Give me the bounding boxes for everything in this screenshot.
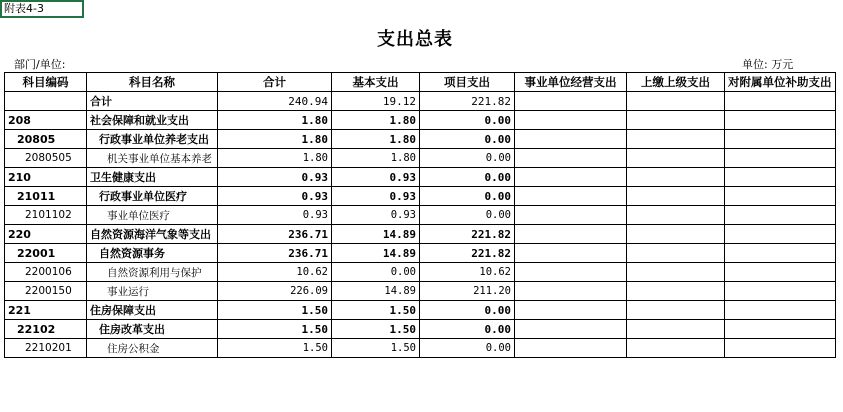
table-row [5,92,836,111]
row-project-cell[interactable]: 0.00 [420,320,515,339]
row-total-cell[interactable]: 0.93 [218,206,332,225]
row-name-cell[interactable]: 事业运行 [87,282,218,301]
row-project-cell[interactable]: 211.20 [420,282,515,301]
row-name-cell[interactable]: 卫生健康支出 [87,168,218,187]
row-operating-cell[interactable] [515,206,627,225]
row-project-cell[interactable]: 0.00 [420,168,515,187]
table-row [5,301,836,320]
row-total-cell[interactable]: 1.80 [218,111,332,130]
row-remit-cell[interactable] [627,339,725,358]
table-row [5,282,836,301]
header-basic[interactable]: 基本支出 [332,73,420,92]
row-total-cell[interactable]: 10.62 [218,263,332,282]
row-project-cell[interactable]: 0.00 [420,301,515,320]
table-row [5,339,836,358]
row-name-cell[interactable]: 住房公积金 [87,339,218,358]
row-total-cell[interactable]: 1.80 [218,149,332,168]
row-remit-cell[interactable] [627,92,725,111]
row-name-cell[interactable]: 自然资源事务 [87,244,218,263]
row-project-cell[interactable]: 0.00 [420,187,515,206]
row-code-cell[interactable]: 21011 [5,187,87,206]
row-code-cell[interactable]: 220 [5,225,87,244]
row-subsidy-cell[interactable] [725,339,836,358]
row-subsidy-cell[interactable] [725,244,836,263]
row-code-cell[interactable]: 208 [5,111,87,130]
row-remit-cell[interactable] [627,320,725,339]
row-basic-cell[interactable]: 0.93 [332,168,420,187]
table-row [5,187,836,206]
department-label: 部门/单位: [14,58,66,71]
row-remit-cell[interactable] [627,244,725,263]
row-operating-cell[interactable] [515,225,627,244]
row-operating-cell[interactable] [515,111,627,130]
row-basic-cell[interactable]: 19.12 [332,92,420,111]
header-total[interactable]: 合计 [218,73,332,92]
row-code-cell[interactable]: 20805 [5,130,87,149]
row-code-cell[interactable]: 22001 [5,244,87,263]
header-remit-upper[interactable]: 上缴上级支出 [627,73,725,92]
row-name-cell[interactable]: 自然资源利用与保护 [87,263,218,282]
row-total-cell[interactable]: 1.50 [218,339,332,358]
row-name-cell[interactable]: 行政事业单位养老支出 [87,130,218,149]
row-basic-cell[interactable]: 1.50 [332,339,420,358]
row-basic-cell[interactable]: 0.93 [332,187,420,206]
row-operating-cell[interactable] [515,282,627,301]
header-operating[interactable]: 事业单位经营支出 [515,73,627,92]
row-remit-cell[interactable] [627,130,725,149]
table-row [5,168,836,187]
row-remit-cell[interactable] [627,225,725,244]
row-basic-cell[interactable]: 1.50 [332,301,420,320]
row-remit-cell[interactable] [627,187,725,206]
header-project[interactable]: 项目支出 [420,73,515,92]
row-operating-cell[interactable] [515,149,627,168]
header-row [5,73,836,92]
row-total-cell[interactable]: 240.94 [218,92,332,111]
row-code-cell[interactable]: 2200150 [5,282,87,301]
row-subsidy-cell[interactable] [725,130,836,149]
row-name-cell[interactable]: 行政事业单位医疗 [87,187,218,206]
row-name-cell[interactable]: 机关事业单位基本养老 [87,149,218,168]
row-project-cell[interactable]: 0.00 [420,339,515,358]
table-row [5,130,836,149]
row-name-cell[interactable]: 合计 [87,92,218,111]
row-operating-cell[interactable] [515,320,627,339]
row-subsidy-cell[interactable] [725,301,836,320]
row-basic-cell[interactable]: 0.93 [332,206,420,225]
row-project-cell[interactable]: 0.00 [420,149,515,168]
row-subsidy-cell[interactable] [725,206,836,225]
header-subsidy[interactable]: 对附属单位补助支出 [725,73,836,92]
row-total-cell[interactable]: 236.71 [218,244,332,263]
row-remit-cell[interactable] [627,282,725,301]
row-code-cell[interactable]: 2200106 [5,263,87,282]
row-operating-cell[interactable] [515,339,627,358]
row-subsidy-cell[interactable] [725,282,836,301]
row-project-cell[interactable]: 0.00 [420,111,515,130]
row-basic-cell[interactable]: 1.80 [332,111,420,130]
row-subsidy-cell[interactable] [725,320,836,339]
row-project-cell[interactable]: 0.00 [420,206,515,225]
table-row [5,263,836,282]
row-total-cell[interactable]: 0.93 [218,187,332,206]
row-basic-cell[interactable]: 1.50 [332,320,420,339]
row-total-cell[interactable]: 1.50 [218,301,332,320]
table-row [5,206,836,225]
row-remit-cell[interactable] [627,263,725,282]
row-remit-cell[interactable] [627,206,725,225]
selected-cell-a1[interactable]: 附表4-3 [0,0,84,18]
expenditure-table [4,72,836,358]
table-row [5,149,836,168]
table-row [5,320,836,339]
row-remit-cell[interactable] [627,301,725,320]
header-code[interactable]: 科目编码 [5,73,87,92]
row-operating-cell[interactable] [515,301,627,320]
row-code-cell[interactable]: 2101102 [5,206,87,225]
row-code-cell[interactable]: 2080505 [5,149,87,168]
header-name[interactable]: 科目名称 [87,73,218,92]
row-project-cell[interactable]: 221.82 [420,244,515,263]
row-name-cell[interactable]: 事业单位医疗 [87,206,218,225]
table-row [5,111,836,130]
row-operating-cell[interactable] [515,263,627,282]
row-subsidy-cell[interactable] [725,168,836,187]
row-project-cell[interactable]: 221.82 [420,92,515,111]
row-name-cell[interactable]: 住房保障支出 [87,301,218,320]
row-total-cell[interactable]: 0.93 [218,168,332,187]
unit-label: 单位: 万元 [742,58,794,71]
row-name-cell[interactable]: 住房改革支出 [87,320,218,339]
row-total-cell[interactable]: 1.80 [218,130,332,149]
row-subsidy-cell[interactable] [725,263,836,282]
row-project-cell[interactable]: 10.62 [420,263,515,282]
row-basic-cell[interactable]: 0.00 [332,263,420,282]
row-total-cell[interactable]: 226.09 [218,282,332,301]
row-remit-cell[interactable] [627,149,725,168]
table-row [5,225,836,244]
row-operating-cell[interactable] [515,168,627,187]
row-subsidy-cell[interactable] [725,92,836,111]
row-basic-cell[interactable]: 14.89 [332,244,420,263]
row-basic-cell[interactable]: 1.80 [332,130,420,149]
row-total-cell[interactable]: 1.50 [218,320,332,339]
row-remit-cell[interactable] [627,111,725,130]
row-code-cell[interactable]: 210 [5,168,87,187]
page-title: 支出总表 [377,29,453,50]
row-basic-cell[interactable]: 1.80 [332,149,420,168]
row-project-cell[interactable]: 0.00 [420,130,515,149]
row-operating-cell[interactable] [515,244,627,263]
row-operating-cell[interactable] [515,92,627,111]
row-project-cell[interactable]: 221.82 [420,225,515,244]
row-remit-cell[interactable] [627,168,725,187]
row-basic-cell[interactable]: 14.89 [332,225,420,244]
row-basic-cell[interactable]: 14.89 [332,282,420,301]
row-code-cell[interactable]: 22102 [5,320,87,339]
row-subsidy-cell[interactable] [725,225,836,244]
row-subsidy-cell[interactable] [725,111,836,130]
row-code-cell[interactable]: 2210201 [5,339,87,358]
row-operating-cell[interactable] [515,187,627,206]
row-code-cell[interactable]: 221 [5,301,87,320]
row-subsidy-cell[interactable] [725,149,836,168]
row-name-cell[interactable]: 社会保障和就业支出 [87,111,218,130]
row-name-cell[interactable]: 自然资源海洋气象等支出 [87,225,218,244]
row-total-cell[interactable]: 236.71 [218,225,332,244]
table-body [5,92,836,358]
row-code-cell[interactable] [5,92,87,111]
table-row [5,244,836,263]
row-operating-cell[interactable] [515,130,627,149]
row-subsidy-cell[interactable] [725,187,836,206]
